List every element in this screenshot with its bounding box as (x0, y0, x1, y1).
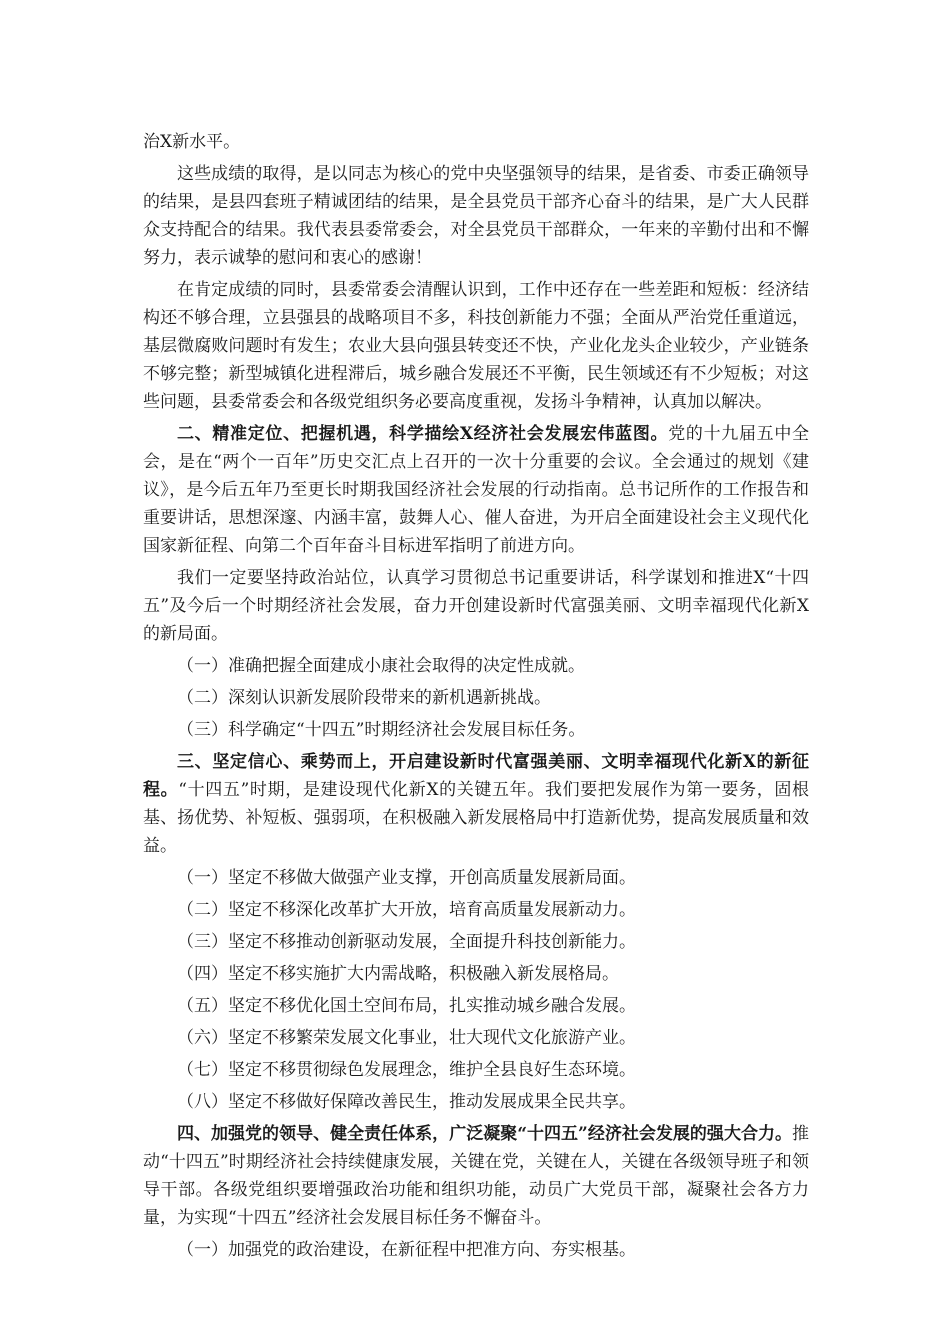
section-3-body: “十四五”时期，是建设现代化新X的关键五年。我们要把发展作为第一要务，固根基、扬优势、补短板、强弱项，在积极融入新发展格局中打造新优势，提高发展质量和效益。 (143, 780, 810, 856)
section-3-item-5: （五）坚定不移优化国土空间布局，扎实推动城乡融合发展。 (177, 996, 636, 1016)
document-body (143, 128, 809, 1264)
paragraph-achievements: 这些成绩的取得，是以同志为核心的党中央坚强领导的结果，是省委、市委正确领导的结果，是县四套班子精诚团结的结果，是全县党员干部齐心奋斗的结果，是广大人民群众支持配合的结果。我代表县委常委会，对全县党员干部群众，一年来的辛勤付出和不懈努力，表示诚挚的慰问和衷心的感谢！ (143, 164, 809, 268)
section-4-body: 推动“十四五”时期经济社会持续健康发展，关键在党，关键在人，关键在各级领导班子和领导干部。各级党组织要增强政治功能和组织功能，动员广大党员干部，凝聚社会各方力量，为实现“十四五”经济社会发展目标任务不懈奋斗。 (143, 1124, 809, 1228)
section-3-item-2: （二）坚定不移深化改革扩大开放，培育高质量发展新动力。 (177, 900, 636, 920)
section-3-item-1: （一）坚定不移做大做强产业支撑，开创高质量发展新局面。 (177, 868, 636, 888)
section-3-heading: 三、坚定信心、乘势而上，开启建设新时代富强美丽、文明幸福现代化新X的新征程。 (143, 752, 809, 800)
paragraph-continuation: 治X新水平。 (143, 132, 241, 152)
section-4-heading: 四、加强党的领导、健全责任体系，广泛凝聚“十四五”经济社会发展的强大合力。 (177, 1124, 792, 1144)
paragraph-political-stance: 我们一定要坚持政治站位，认真学习贯彻总书记重要讲话，科学谋划和推进X“十四五”及今后一个时期经济社会发展，奋力开创建设新时代富强美丽、文明幸福现代化新X的新局面。 (143, 568, 809, 644)
section-3-item-4: （四）坚定不移实施扩大内需战略，积极融入新发展格局。 (177, 964, 619, 984)
section-2-heading: 二、精准定位、把握机遇，科学描绘X经济社会发展宏伟蓝图。 (177, 424, 669, 444)
section-3 (143, 748, 809, 860)
section-3-item-8: （八）坚定不移做好保障改善民生，推动发展成果全民共享。 (177, 1092, 636, 1112)
section-2-item-3: （三）科学确定“十四五”时期经济社会发展目标任务。 (177, 720, 586, 740)
section-2 (143, 420, 809, 560)
section-3-item-7: （七）坚定不移贯彻绿色发展理念，维护全县良好生态环境。 (177, 1060, 636, 1080)
section-3-item-3: （三）坚定不移推动创新驱动发展，全面提升科技创新能力。 (177, 932, 636, 952)
section-4 (143, 1120, 809, 1232)
section-2-body: 党的十九届五中全会，是在“两个一百年”历史交汇点上召开的一次十分重要的会议。全会通过的规划《建议》，是今后五年乃至更长时期我国经济社会发展的行动指南。总书记所作的工作报告和重要讲话，思想深邃、内涵丰富，鼓舞人心、催人奋进，为开启全面建设社会主义现代化国家新征程、向第二个百年奋斗目标进军指明了前进方向。 (143, 424, 809, 556)
paragraph-shortcomings: 在肯定成绩的同时，县委常委会清醒认识到，工作中还存在一些差距和短板：经济结构还不够合理，立县强县的战略项目不多，科技创新能力不强；全面从严治党任重道远，基层微腐败问题时有发生；农业大县向强县转变还不快，产业化龙头企业较少，产业链条不够完整；新型城镇化进程滞后，城乡融合发展还不平衡，民生领域还有不少短板；对这些问题，县委常委会和各级党组织务必要高度重视，发扬斗争精神，认真加以解决。 (143, 280, 809, 412)
section-2-item-1: （一）准确把握全面建成小康社会取得的决定性成就。 (177, 656, 585, 676)
section-4-item-1: （一）加强党的政治建设，在新征程中把准方向、夯实根基。 (177, 1240, 636, 1260)
section-2-item-2: （二）深刻认识新发展阶段带来的新机遇新挑战。 (177, 688, 551, 708)
section-3-item-6: （六）坚定不移繁荣发展文化事业，壮大现代文化旅游产业。 (177, 1028, 636, 1048)
